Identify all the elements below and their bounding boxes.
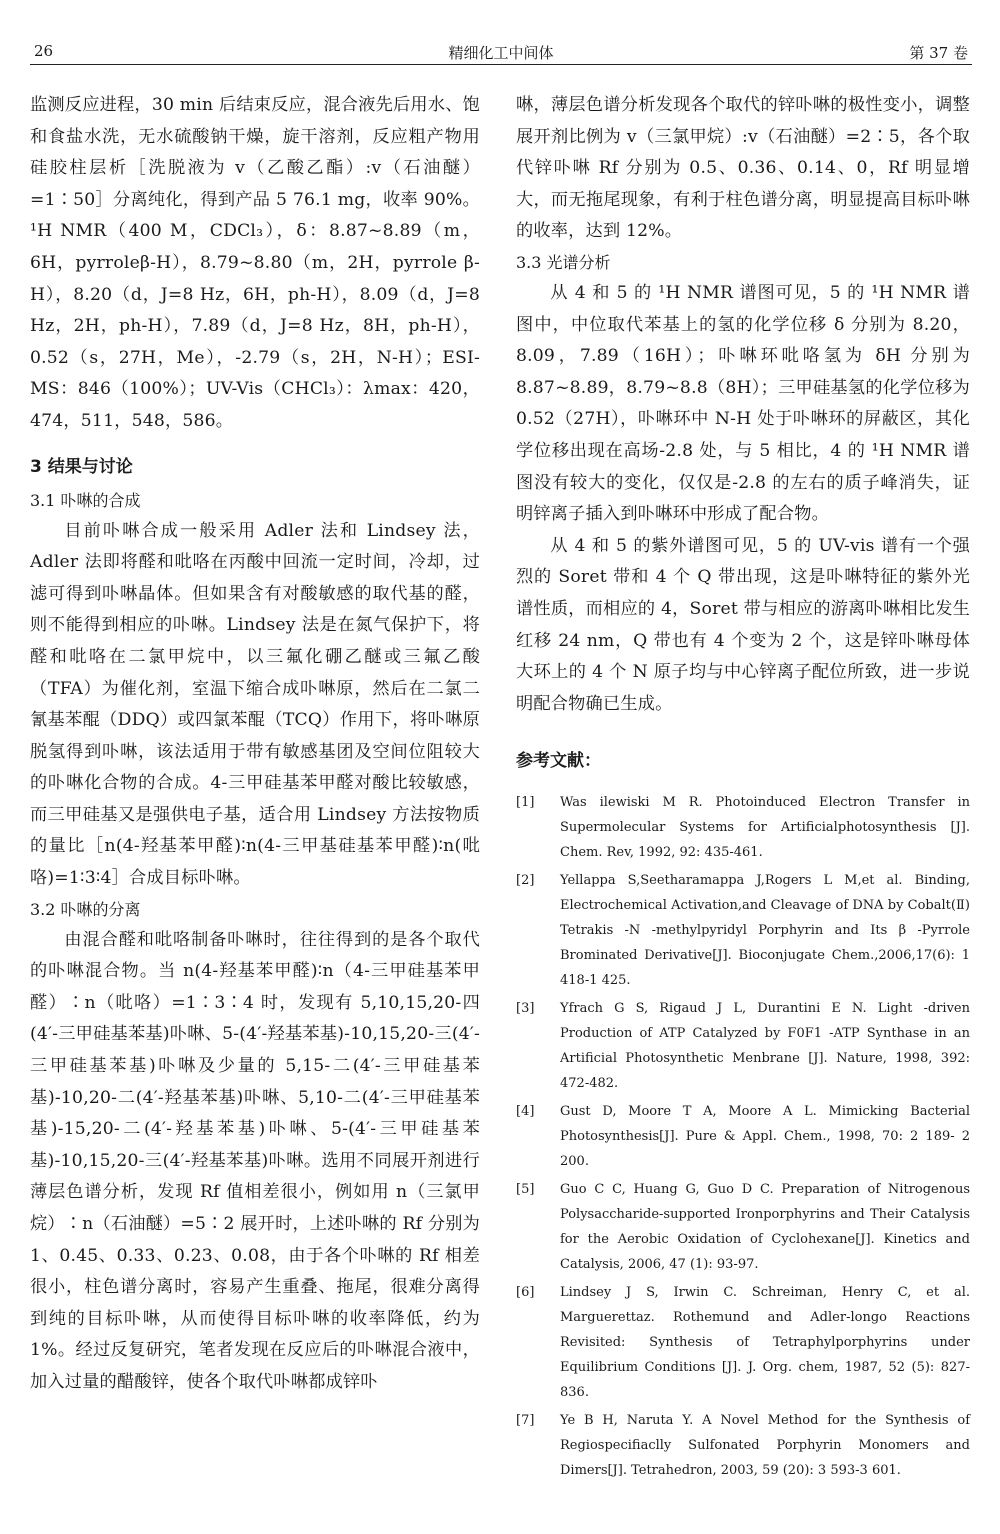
reference-text: Yfrach G S, Rigaud J L, Durantini E N. Light -driven Production of ATP Catalyzed by F0F1 -ATP Synthase in an Artificial Photosynthetic Menbrane [J]. Nature, 1998, 392: 472-482.: [560, 1001, 970, 1092]
reference-number: [7]: [516, 1413, 535, 1429]
reference-text: Gust D, Moore T A, Moore A L. Mimicking Bacterial Photosynthesis[J]. Pure & Appl. Chem., 1998, 70: 2 189- 2 200.: [560, 1104, 970, 1170]
reference-text: Lindsey J S, Irwin C. Schreiman, Henry C, et al. Marguerettaz. Rothemund and Adler-longo Reactions Revisited: Synthesis of Tetraphylporphyrins under Equilibrium Conditions [J]. J. Org. chem, 1987, 52 (5): 827-836.: [560, 1285, 970, 1401]
section-title-results: 3 结果与讨论: [30, 456, 133, 477]
reference-text: Was ilewiski M R. Photoinduced Electron Transfer in Supermolecular Systems for Artificialphotosynthesis [J]. Chem. Rev, 1992, 92: 435-461.: [560, 795, 970, 861]
paragraph-nmr-analysis: 从 4 和 5 的 ¹H NMR 谱图可见，5 的 ¹H NMR 谱图中，中位取代苯基上的氢的化学位移 δ 分别为 8.20，8.09，7.89（16H）；卟啉环吡咯氢为 δH 分别为 8.87~8.89，8.79~8.8（8H）；三甲硅基氢的化学位移为 0.52（27H），卟啉环中 N-H 处于卟啉环的屏蔽区，其化学位移出现在高场-2.8 处，与 5 相比，4 的 ¹H NMR 谱图没有较大的变化，仅仅是-2.8 的左右的质子峰消失，证明锌离子插入到卟啉环中形成了配合物。: [516, 282, 970, 525]
paragraph-separation: 由混合醛和吡咯制备卟啉时，往往得到的是各个取代的卟啉混合物。当 n(4-羟基苯甲醛)∶n（4-三甲硅基苯甲醛）∶n（吡咯）=1∶3∶4 时，发现有 5,10,15,20-四(4′-三甲硅基苯基)卟啉、5-(4′-羟基苯基)-10,15,20-三(4′-三甲硅基苯基)卟啉及少量的 5,15-二(4′-三甲硅基苯基)-10,20-二(4′-羟基苯基)卟啉、5,10-二(4′-三甲硅基苯基)-15,20-二(4′-羟基苯基)卟啉、5-(4′-三甲硅基苯基)-10,15,20-三(4′-羟基苯基)卟啉。选用不同展开剂进行薄层色谱分析，发现 Rf 值相差很小，例如用 n（三氯甲烷）∶n（石油醚）=5∶2 展开时，上述卟啉的 Rf 分别为 1、0.45、0.33、0.23、0.08，由于各个卟啉的 Rf 相差很小，柱色谱分离时，容易产生重叠、拖尾，很难分离得到纯的目标卟啉，从而使得目标卟啉的收率降低，约为 1%。经过反复研究，笔者发现在反应后的卟啉混合液中，加入过量的醋酸锌，使各个取代卟啉都成锌卟: [30, 929, 480, 1392]
subsection-title-spectra: 3.3 光谱分析: [516, 252, 611, 272]
reference-text: Guo C C, Huang G, Guo D C. Preparation of Nitrogenous Polysaccharide-supported Ironporphyrins and Their Catalysis for the Aerobic Oxidation of Cyclohexane[J]. Kinetics and Catalysis, 2006, 47 (1): 93-97.: [560, 1182, 970, 1273]
reference-item: [516, 1408, 970, 1483]
reference-text: Ye B H, Naruta Y. A Novel Method for the Synthesis of Regiospecifiaclly Sulfonated Porphyrin Monomers and Dimers[J]. Tetrahedron, 2003, 59 (20): 3 593-3 601.: [560, 1413, 970, 1479]
left-column: [30, 90, 480, 1399]
reference-number: [5]: [516, 1182, 535, 1198]
volume-label: 第 37 卷: [909, 44, 968, 62]
reference-item: [516, 868, 970, 993]
paragraph-experimental-continued: 监测反应进程，30 min 后结束反应，混合液先后用水、饱和食盐水洗，无水硫酸钠干燥，旋干溶剂，反应粗产物用硅胶柱层析［洗脱液为 v（乙酸乙酯）:v（石油醚）=1∶50］分离纯化，得到产品 5 76.1 mg，收率 90%。¹H NMR（400 M，CDCl₃），δ：8.87~8.89（m，6H，pyrroleβ-H），8.79~8.80（m，2H，pyrrole β-H），8.20（d，J=8 Hz，6H，ph-H），8.09（d，J=8 Hz，2H，ph-H），7.89（d，J=8 Hz，8H，ph-H），0.52（s，27H，Me），-2.79（s，2H，N-H）；ESI-MS：846（100%）；UV-Vis（CHCl₃）：λmax：420，474，511，548，586。: [30, 95, 480, 431]
reference-item: [516, 1177, 970, 1277]
reference-number: [1]: [516, 795, 535, 811]
reference-number: [4]: [516, 1104, 535, 1120]
reference-list: [516, 790, 970, 1483]
references-title: 参考文献：: [516, 751, 601, 772]
reference-number: [6]: [516, 1285, 535, 1301]
right-column: [516, 90, 970, 1486]
reference-item: [516, 790, 970, 865]
subsection-title-separation: 3.2 卟啉的分离: [30, 899, 141, 919]
paragraph-synthesis: 目前卟啉合成一般采用 Adler 法和 Lindsey 法，Adler 法即将醛和吡咯在丙酸中回流一定时间，冷却，过滤可得到卟啉晶体。但如果含有对酸敏感的取代基的醛，则不能得到相应的卟啉。Lindsey 法是在氮气保护下，将醛和吡咯在二氯甲烷中，以三氟化硼乙醚或三氟乙酸（TFA）为催化剂，室温下缩合成卟啉原，然后在二氯二氰基苯醌（DDQ）或四氯苯醌（TCQ）作用下，将卟啉原脱氢得到卟啉，该法适用于带有敏感基团及空间位阻较大的卟啉化合物的合成。4-三甲硅基苯甲醛对酸比较敏感，而三甲硅基又是强供电子基，适合用 Lindsey 方法按物质的量比［n(4-羟基苯甲醛)∶n(4-三甲基硅基苯甲醛)∶n(吡咯)=1∶3∶4］合成目标卟啉。: [30, 520, 480, 889]
subsection-title-synthesis: 3.1 卟啉的合成: [30, 490, 141, 510]
reference-number: [3]: [516, 1001, 535, 1017]
reference-item: [516, 1280, 970, 1405]
reference-number: [2]: [516, 873, 535, 889]
reference-text: Yellappa S,Seetharamappa J,Rogers L M,et al. Binding, Electrochemical Activation,and Cleavage of DNA by Cobalt(Ⅱ) Tetrakis -N -methylpyridyl Porphyrin and Its β -Pyrrole Brominated Derivative[J]. Bioconjugate Chem.,2006,17(6): 1 418-1 425.: [560, 873, 970, 989]
paragraph-uv-analysis: 从 4 和 5 的紫外谱图可见，5 的 UV-vis 谱有一个强烈的 Soret 带和 4 个 Q 带出现，这是卟啉特征的紫外光谱性质，而相应的 4，Soret 带与相应的游离卟啉相比发生红移 24 nm，Q 带也有 4 个变为 2 个，这是锌卟啉母体大环上的 4 个 N 原子均与中心锌离子配位所致，进一步说明配合物确已生成。: [516, 535, 970, 714]
reference-item: [516, 1099, 970, 1174]
page-number: 26: [34, 42, 54, 60]
paragraph-separation-continued: 啉，薄层色谱分析发现各个取代的锌卟啉的极性变小，调整展开剂比例为 v（三氯甲烷）:v（石油醚）=2∶5，各个取代锌卟啉 Rf 分别为 0.5、0.36、0.14、0，Rf 明显增大，而无拖尾现象，有利于柱色谱分离，明显提高目标卟啉的收率，达到 12%。: [516, 95, 970, 242]
journal-name: 精细化工中间体: [448, 44, 554, 62]
running-header: [30, 30, 972, 65]
reference-item: [516, 996, 970, 1096]
